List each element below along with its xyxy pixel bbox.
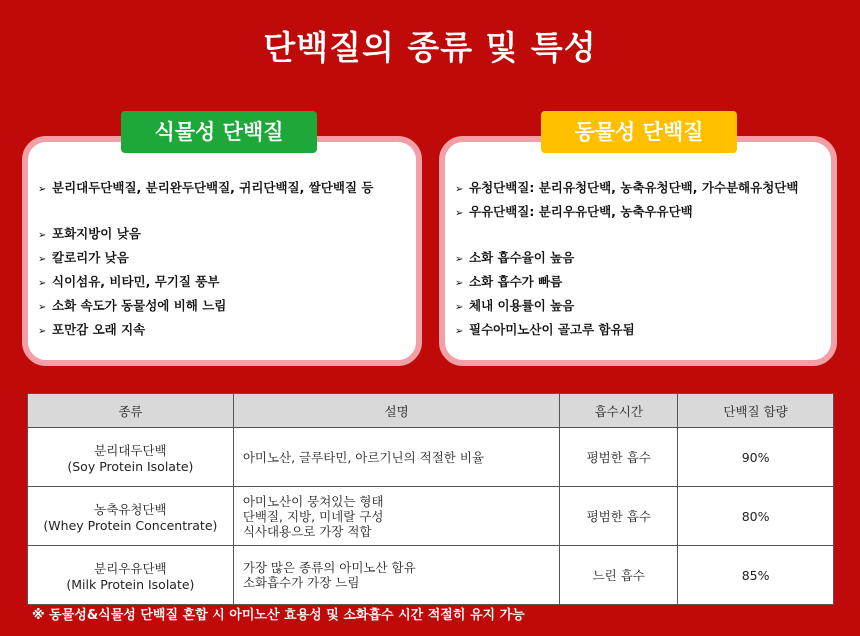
arrow-bullet-icon: ➢ (455, 302, 464, 313)
description-line: 단백질, 지방, 미네랄 구성 (242, 508, 384, 524)
footnote: ※ 동물성&식물성 단백질 혼합 시 아미노산 효용성 및 소화흡수 시간 적절히 유지 가능 (32, 608, 525, 623)
absorption-cell: 느린 흡수 (560, 546, 678, 605)
description-cell (233, 546, 560, 605)
arrow-bullet-icon: ➢ (455, 254, 464, 265)
list-item: ➢ 포만감 오래 지속 (38, 318, 373, 342)
description-line: 소화흡수가 가장 느림 (242, 575, 360, 590)
protein-name: 농축유청단백 (94, 501, 167, 517)
list-item: ➢ 필수아미노산이 골고루 함유됨 (455, 318, 798, 342)
column-header-description: 설명 (233, 394, 560, 428)
absorption-cell: 평범한 흡수 (560, 428, 678, 487)
column-header-absorption: 흡수시간 (560, 394, 678, 428)
table-row (28, 487, 834, 546)
list-item: ➢ 우유단백질: 분리우유단백, 농축우유단백 (455, 200, 798, 224)
protein-name-cell (28, 428, 234, 487)
animal-protein-card (439, 136, 837, 366)
plant-protein-badge: 식물성 단백질 (121, 111, 317, 153)
animal-protein-list (455, 176, 798, 342)
protein-name-english: (Milk Protein Isolate) (66, 576, 195, 592)
description-line: 가장 많은 종류의 아미노산 함유 (242, 560, 416, 575)
list-item: ➢ 소화 속도가 동물성에 비해 느림 (38, 294, 373, 318)
arrow-bullet-icon: ➢ (38, 254, 47, 265)
description-line: 아미노산이 뭉쳐있는 형태 (242, 493, 384, 509)
description-line: 아미노산, 글루타민, 아르기닌의 적절한 비율 (242, 449, 485, 465)
protein-name-english: (Soy Protein Isolate) (67, 458, 194, 474)
list-item: ➢ 포화지방이 낮음 (38, 222, 373, 246)
protein-comparison-table (27, 393, 834, 605)
protein-name-cell (28, 487, 234, 546)
content-cell: 90% (678, 428, 834, 487)
content-cell: 80% (678, 487, 834, 546)
content-cell: 85% (678, 546, 834, 605)
list-item: ➢ 소화 흡수가 빠름 (455, 270, 798, 294)
arrow-bullet-icon: ➢ (455, 278, 464, 289)
list-item: ➢ 칼로리가 낮음 (38, 246, 373, 270)
arrow-bullet-icon: ➢ (38, 326, 47, 337)
page-title: 단백질의 종류 및 특성 (263, 28, 597, 67)
column-header-type: 종류 (28, 394, 234, 428)
description-line: 식사대용으로 가장 적합 (242, 523, 372, 539)
protein-name-english: (Whey Protein Concentrate) (43, 517, 218, 533)
list-item: ➢ 체내 이용률이 높음 (455, 294, 798, 318)
column-header-content: 단백질 함량 (678, 394, 834, 428)
list-item: ➢ 유청단백질: 분리유청단백, 농축유청단백, 가수분해유청단백 (455, 176, 798, 200)
table-row (28, 428, 834, 487)
arrow-bullet-icon: ➢ (455, 208, 464, 219)
arrow-bullet-icon: ➢ (38, 230, 47, 241)
absorption-cell: 평범한 흡수 (560, 487, 678, 546)
arrow-bullet-icon: ➢ (455, 184, 464, 195)
plant-protein-list (38, 176, 373, 342)
animal-protein-badge: 동물성 단백질 (541, 111, 737, 153)
arrow-bullet-icon: ➢ (455, 326, 464, 337)
protein-name: 분리우유단백 (94, 560, 167, 576)
protein-name: 분리대두단백 (94, 442, 167, 458)
description-cell (233, 428, 560, 487)
arrow-bullet-icon: ➢ (38, 278, 47, 289)
protein-name-cell (28, 546, 234, 605)
list-item: ➢ 분리대두단백질, 분리완두단백질, 귀리단백질, 쌀단백질 등 (38, 176, 373, 200)
plant-protein-card (22, 136, 422, 366)
list-item: ➢ 소화 흡수율이 높음 (455, 246, 798, 270)
arrow-bullet-icon: ➢ (38, 302, 47, 313)
description-cell (233, 487, 560, 546)
table-header-row (28, 394, 834, 428)
list-item: ➢ 식이섬유, 비타민, 무기질 풍부 (38, 270, 373, 294)
table-row (28, 546, 834, 605)
arrow-bullet-icon: ➢ (38, 184, 47, 195)
